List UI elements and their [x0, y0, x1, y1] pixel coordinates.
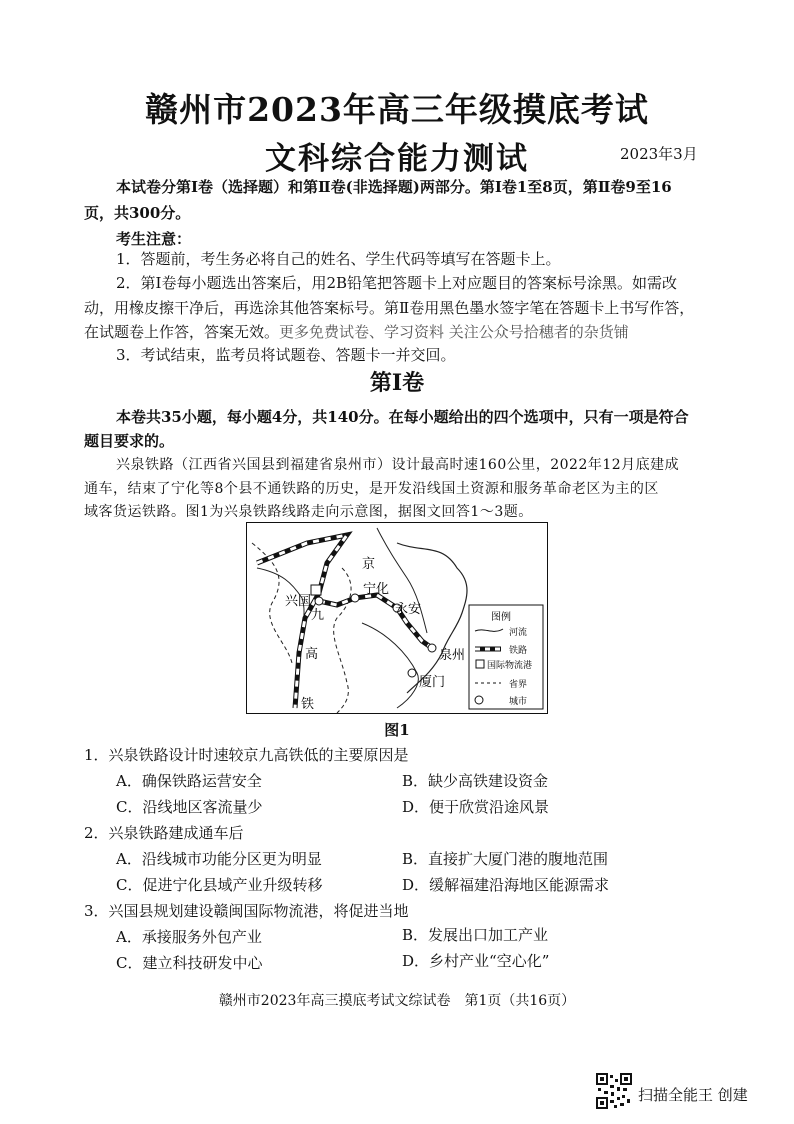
river — [362, 623, 418, 708]
label-gao: 高 — [305, 647, 319, 662]
notice-item-3: 3．考试结束，监考员将试题卷、答题卡一并交回。 — [116, 346, 456, 364]
question-2-option-a: A．沿线城市功能分区更为明显 — [116, 850, 322, 868]
city-xingguo-marker — [315, 597, 323, 605]
river — [257, 568, 304, 653]
legend-city-label: 城市 — [509, 697, 528, 707]
material-line-2: 通车，结束了宁化等8个县不通铁路的历史，是开发沿线国土资源和服务革命老区为主的区 — [84, 481, 659, 497]
legend-river-label: 河流 — [509, 628, 528, 638]
qr-code-icon — [596, 1073, 632, 1109]
jingjiu-railway — [257, 535, 347, 708]
map-drawing — [247, 523, 547, 713]
label-xingguo: 兴国 — [285, 594, 312, 609]
scanner-watermark: 扫描全能王 创建 — [638, 1086, 748, 1104]
watermark-text: 更多免费试卷、学习资料 关注公众号拾穗者的杂货铺 — [279, 323, 629, 341]
question-2-stem: 2．兴泉铁路建成通车后 — [84, 824, 244, 842]
legend-port-symbol — [476, 660, 484, 668]
qr-code-graphic — [596, 1073, 632, 1109]
legend-border-label: 省界 — [509, 680, 528, 690]
label-jing: 京 — [362, 557, 376, 572]
question-1-stem: 1．兴泉铁路设计时速较京九高铁低的主要原因是 — [84, 746, 409, 764]
question-3-stem: 3．兴国县规划建设赣闽国际物流港，将促进当地 — [84, 902, 409, 920]
notice-item-2-line-1: 2．第Ⅰ卷每小题选出答案后，用2B铅笔把答题卡上对应题目的答案标号涂黑。如需改 — [116, 274, 678, 292]
label-yongan: 永安 — [395, 602, 422, 617]
question-3-option-c: C．建立科技研发中心 — [116, 954, 263, 972]
question-2-option-d: D．缓解福建沿海地区能源需求 — [402, 876, 610, 894]
legend-port-label: 国际物流港 — [487, 661, 533, 671]
label-jiu: 九 — [311, 608, 325, 623]
notice-heading: 考生注意： — [116, 230, 192, 248]
exam-date: 2023年3月 — [620, 145, 698, 163]
label-quanzhou: 泉州 — [439, 648, 466, 663]
intro-line-1: 本试卷分第Ⅰ卷（选择题）和第Ⅱ卷(非选择题)两部分。第Ⅰ卷1至8页，第Ⅱ卷9至16 — [116, 178, 672, 196]
question-3-option-b: B．发展出口加工产业 — [402, 926, 549, 944]
label-tie: 铁 — [301, 697, 315, 712]
intro-line-2: 页，共300分。 — [84, 204, 191, 222]
section-desc-line-2: 题目要求的。 — [84, 432, 175, 450]
coastline — [397, 543, 467, 693]
figure-caption: 图1 — [384, 721, 410, 739]
question-2-option-c: C．促进宁化县域产业升级转移 — [116, 876, 323, 894]
exam-subtitle: 文科综合能力测试 — [265, 141, 529, 177]
section-desc-line-1: 本卷共35小题，每小题4分，共140分。在每小题给出的四个选项中，只有一项是符合 — [116, 408, 689, 426]
material-line-3: 域客货运铁路。图1为兴泉铁路线路走向示意图，据图文回答1～3题。 — [84, 504, 533, 520]
province-border-2 — [334, 568, 351, 713]
legend-title: 图例 — [491, 612, 511, 623]
question-2-option-b: B．直接扩大厦门港的腹地范围 — [402, 850, 609, 868]
question-3-option-d: D．乡村产业“空心化” — [402, 952, 550, 970]
railway-map — [246, 522, 548, 714]
notice-item-2-text: 在试题卷上作答，答案无效。 — [84, 323, 280, 341]
question-1-option-a: A．确保铁路运营安全 — [116, 772, 262, 790]
material-line-1: 兴泉铁路（江西省兴国县到福建省泉州市）设计最高时速160公里，2022年12月底建成 — [116, 457, 680, 473]
label-ninghua: 宁化 — [363, 582, 390, 597]
notice-item-2-line-2: 动，用橡皮擦干净后，再选涂其他答案标号。第Ⅱ卷用黑色墨水签字笔在答题卡上书写作答， — [84, 299, 695, 317]
question-1-option-c: C．沿线地区客流量少 — [116, 798, 263, 816]
legend-city-symbol — [475, 696, 483, 704]
section-title: 第Ⅰ卷 — [369, 370, 425, 396]
notice-item-1: 1．答题前，考生务必将自己的姓名、学生代码等填写在答题卡上。 — [116, 250, 561, 268]
question-3-option-a: A．承接服务外包产业 — [116, 928, 262, 946]
question-1-option-b: B．缺少高铁建设资金 — [402, 772, 549, 790]
city-ninghua-marker — [351, 594, 359, 602]
label-xiamen: 厦门 — [419, 675, 446, 690]
exam-title: 赣州市2023年高三年级摸底考试 — [145, 90, 649, 129]
legend-railway-label: 铁路 — [509, 646, 528, 656]
question-1-option-d: D．便于欣赏沿途风景 — [402, 798, 550, 816]
city-quanzhou-marker — [428, 644, 436, 652]
city-xiamen-marker — [408, 669, 416, 677]
port-icon — [311, 585, 321, 595]
page-footer: 赣州市2023年高三摸底考试文综试卷 第1页（共16页） — [218, 993, 576, 1009]
